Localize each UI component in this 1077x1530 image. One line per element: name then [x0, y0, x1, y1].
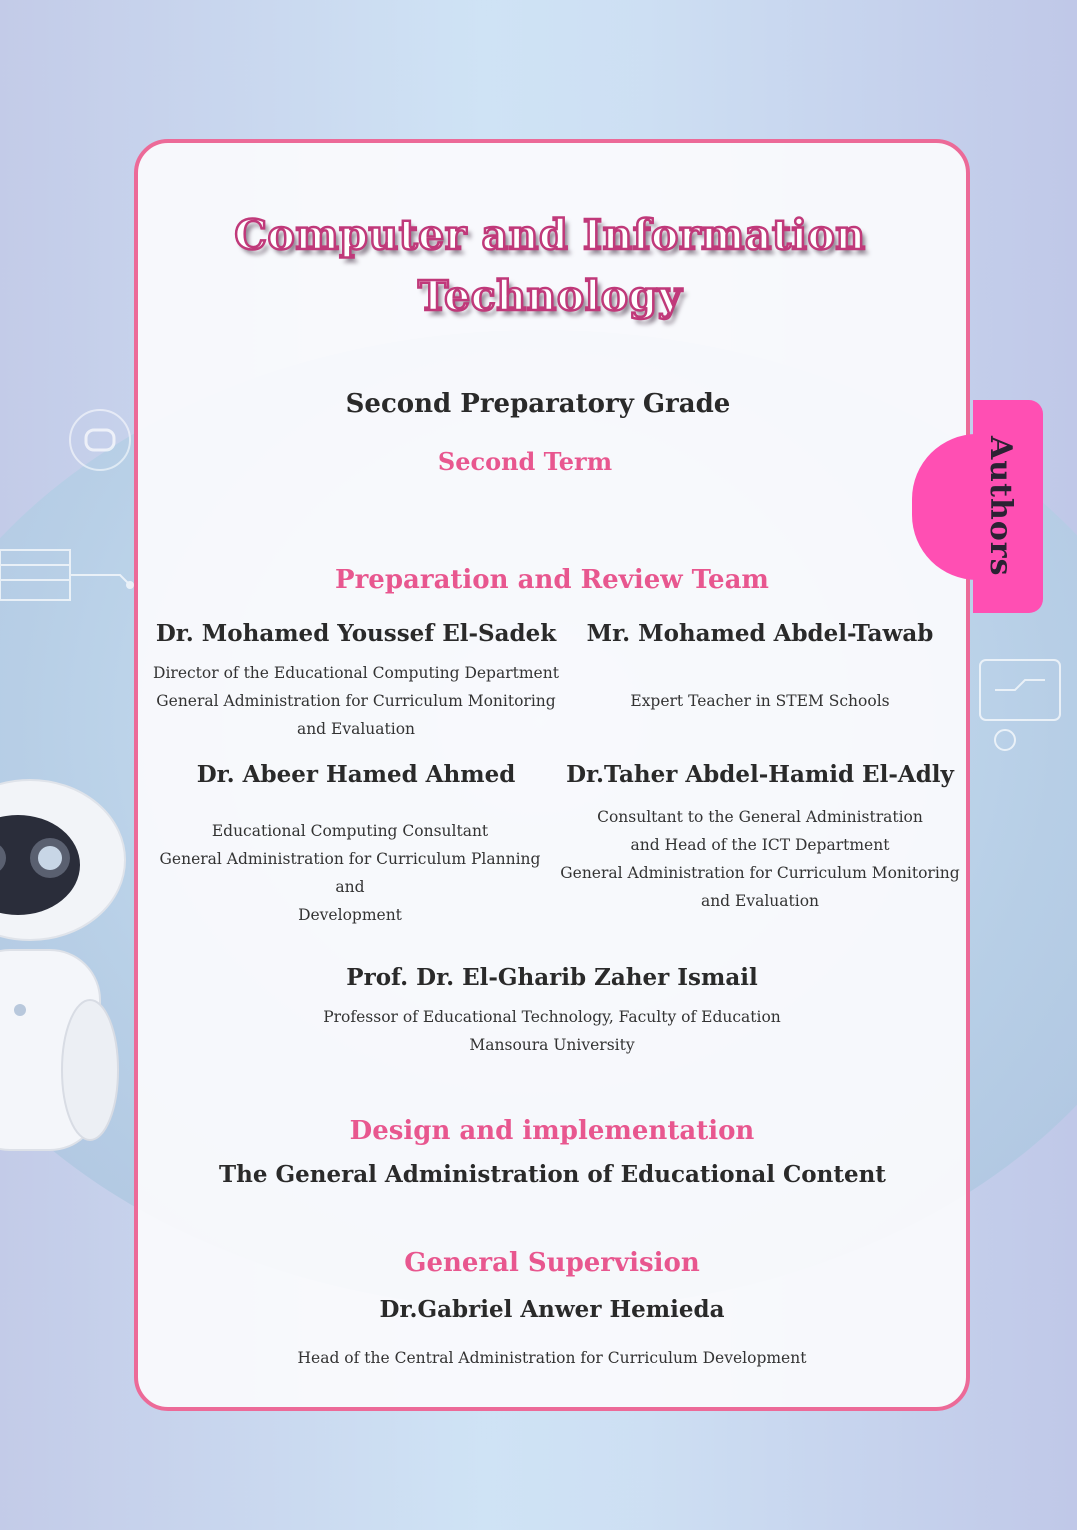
author-role-line: Director of the Educational Computing Department — [153, 664, 559, 682]
author-roles — [150, 659, 562, 743]
author-role-line: Mansoura University — [469, 1036, 635, 1054]
author-role-line: Development — [298, 906, 402, 924]
author-role-line: and Evaluation — [700, 892, 820, 910]
book-title-line-1: Computer and Information — [234, 211, 866, 259]
author-name: Dr.Taher Abdel-Hamid El-Adly — [566, 761, 954, 788]
robot-illustration — [0, 770, 140, 1200]
design-body: The General Administration of Educational Content — [219, 1161, 886, 1188]
supervisor-role: Head of the Central Administration for Curriculum Development — [297, 1349, 807, 1367]
author-role-line: and Head of the ICT Department — [630, 836, 890, 854]
author-role-line: General Administration for Curriculum Planning and — [159, 850, 541, 896]
supervision-heading: General Supervision — [404, 1248, 700, 1278]
author-role-line: and Evaluation — [296, 720, 416, 738]
author-role-line: General Administration for Curriculum Monitoring — [560, 864, 960, 882]
circuit-decoration-right — [975, 650, 1075, 770]
author-role-line: Educational Computing Consultant — [211, 822, 489, 840]
author-role-line: General Administration for Curriculum Monitoring — [156, 692, 556, 710]
author-name: Dr. Abeer Hamed Ahmed — [196, 761, 516, 788]
author-roles — [560, 687, 960, 715]
book-title — [150, 205, 950, 327]
book-title-line-2: Technology — [417, 272, 683, 320]
author-roles — [252, 1003, 852, 1059]
author-roles — [150, 817, 550, 929]
author-role-line: Consultant to the General Administration — [597, 808, 923, 826]
authors-tab-label: Authors — [983, 436, 1018, 577]
term-label: Second Term — [437, 447, 613, 476]
design-heading: Design and implementation — [349, 1116, 755, 1146]
grade-label: Second Preparatory Grade — [345, 389, 731, 419]
author-roles — [560, 803, 960, 915]
author-name: Prof. Dr. El-Gharib Zaher Ismail — [346, 964, 758, 991]
team-heading: Preparation and Review Team — [335, 565, 769, 595]
author-name: Mr. Mohamed Abdel-Tawab — [586, 620, 934, 647]
supervisor-name: Dr.Gabriel Anwer Hemieda — [379, 1296, 725, 1323]
circuit-decoration-left — [0, 400, 140, 660]
author-name: Dr. Mohamed Youssef El-Sadek — [155, 620, 557, 647]
author-role-line: Expert Teacher in STEM Schools — [630, 692, 890, 710]
author-role-line: Professor of Educational Technology, Faculty of Education — [323, 1008, 781, 1026]
